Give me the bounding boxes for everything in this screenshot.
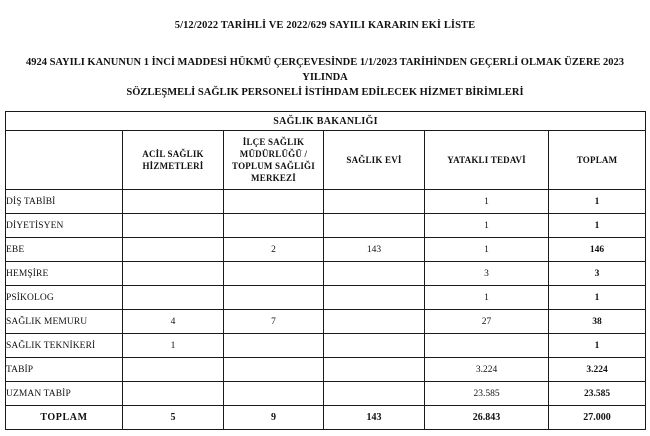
- document-title-block: [0, 0, 650, 100]
- cell-acil: [123, 382, 224, 406]
- row-label: SAĞLIK TEKNİKERİ: [6, 334, 123, 358]
- cell-toplam: 1: [549, 190, 646, 214]
- cell-ilce: [224, 214, 324, 238]
- document-title-secondary: [0, 55, 650, 101]
- row-label: UZMAN TABİP: [6, 382, 123, 406]
- cell-acil: [123, 262, 224, 286]
- cell-ilce: 2: [224, 238, 324, 262]
- cell-acil: [123, 238, 224, 262]
- table-row: [6, 358, 646, 382]
- table-row: [6, 382, 646, 406]
- column-header-saglik-evi-line1: SAĞLIK EVİ: [346, 154, 402, 165]
- cell-ilce: [224, 382, 324, 406]
- column-header-ilce-line3: TOPLUM SAĞLIĞI: [232, 161, 315, 171]
- cell-yatakli: 27: [425, 310, 549, 334]
- total-row-label: TOPLAM: [6, 406, 123, 430]
- cell-ilce: [224, 262, 324, 286]
- cell-acil: [123, 190, 224, 214]
- cell-acil: [123, 214, 224, 238]
- table-column-header-row: [6, 131, 646, 190]
- row-label: TABİP: [6, 358, 123, 382]
- total-cell-toplam: 27.000: [549, 406, 646, 430]
- row-label: EBE: [6, 238, 123, 262]
- cell-saglik-evi: [324, 190, 425, 214]
- cell-ilce: [224, 334, 324, 358]
- table-body: [6, 190, 646, 430]
- column-header-yatakli-line1: YATAKLI TEDAVİ: [447, 154, 526, 165]
- cell-toplam: 146: [549, 238, 646, 262]
- cell-ilce: [224, 286, 324, 310]
- table-row: [6, 262, 646, 286]
- cell-ilce: [224, 190, 324, 214]
- table-total-row: [6, 406, 646, 430]
- row-label: DİYETİSYEN: [6, 214, 123, 238]
- cell-yatakli: 1: [425, 190, 549, 214]
- column-header-rowlabel: [6, 131, 123, 190]
- cell-acil: [123, 286, 224, 310]
- row-label: HEMŞİRE: [6, 262, 123, 286]
- cell-yatakli: 23.585: [425, 382, 549, 406]
- cell-yatakli: 1: [425, 214, 549, 238]
- table-row: [6, 310, 646, 334]
- cell-toplam: 38: [549, 310, 646, 334]
- total-cell-acil: 5: [123, 406, 224, 430]
- column-header-ilce-line1: İLÇE SAĞLIK: [242, 136, 305, 147]
- row-label: DİŞ TABİBİ: [6, 190, 123, 214]
- table-row: [6, 238, 646, 262]
- cell-toplam: 23.585: [549, 382, 646, 406]
- column-header-ilce-line4: MERKEZİ: [251, 173, 296, 184]
- row-label: SAĞLIK MEMURU: [6, 310, 123, 334]
- document-title-secondary-line1: 4924 SAYILI KANUNUN 1 İNCİ MADDESİ HÜKMÜ ÇERÇEVESİNDE 1/1/2023 TARİHİNDEN GEÇERLİ OLMAK ÜZERE 2023 YILINDA: [25, 56, 625, 83]
- cell-toplam: 3.224: [549, 358, 646, 382]
- table-supertitle-cell: SAĞLIK BAKANLIĞI: [6, 112, 646, 131]
- cell-ilce: [224, 358, 324, 382]
- cell-saglik-evi: [324, 358, 425, 382]
- cell-ilce: 7: [224, 310, 324, 334]
- total-cell-yatakli: 26.843: [425, 406, 549, 430]
- cell-yatakli: 3: [425, 262, 549, 286]
- row-label: PSİKOLOG: [6, 286, 123, 310]
- cell-toplam: 3: [549, 262, 646, 286]
- column-header-ilce-saglik-mudurlugu: [224, 131, 324, 190]
- table-supertitle-row: [6, 112, 646, 131]
- total-cell-saglik-evi: 143: [324, 406, 425, 430]
- column-header-yatakli-tedavi: [425, 131, 549, 190]
- cell-saglik-evi: [324, 334, 425, 358]
- cell-saglik-evi: 143: [324, 238, 425, 262]
- column-header-acil-saglik-hizmetleri: [123, 131, 224, 190]
- cell-saglik-evi: [324, 286, 425, 310]
- cell-saglik-evi: [324, 310, 425, 334]
- total-cell-ilce: 9: [224, 406, 324, 430]
- document-title-secondary-line2: SÖZLEŞMELİ SAĞLIK PERSONELİ İSTİHDAM EDİLECEK HİZMET BİRİMLERİ: [126, 87, 524, 99]
- cell-acil: 1: [123, 334, 224, 358]
- column-header-acil-line2: HİZMETLERİ: [142, 161, 204, 171]
- cell-yatakli: 3.224: [425, 358, 549, 382]
- column-header-ilce-line2: MÜDÜRLÜĞÜ /: [239, 148, 308, 159]
- column-header-saglik-evi: [324, 131, 425, 190]
- cell-saglik-evi: [324, 262, 425, 286]
- column-header-acil-line1: ACİL SAĞLIK: [142, 148, 204, 159]
- table-row: [6, 214, 646, 238]
- table-row: [6, 334, 646, 358]
- cell-acil: [123, 358, 224, 382]
- table-row: [6, 190, 646, 214]
- cell-yatakli: 1: [425, 286, 549, 310]
- personnel-table-wrapper: [5, 111, 645, 430]
- cell-saglik-evi: [324, 382, 425, 406]
- cell-toplam: 1: [549, 334, 646, 358]
- cell-saglik-evi: [324, 214, 425, 238]
- document-title-primary: 5/12/2022 TARİHLİ VE 2022/629 SAYILI KARARIN EKİ LİSTE: [174, 20, 476, 31]
- cell-toplam: 1: [549, 286, 646, 310]
- cell-yatakli: [425, 334, 549, 358]
- cell-toplam: 1: [549, 214, 646, 238]
- cell-acil: 4: [123, 310, 224, 334]
- personnel-table: [5, 111, 646, 430]
- table-head: [6, 112, 646, 190]
- table-row: [6, 286, 646, 310]
- column-header-toplam-line1: TOPLAM: [576, 154, 618, 165]
- cell-yatakli: 1: [425, 238, 549, 262]
- column-header-toplam: [549, 131, 646, 190]
